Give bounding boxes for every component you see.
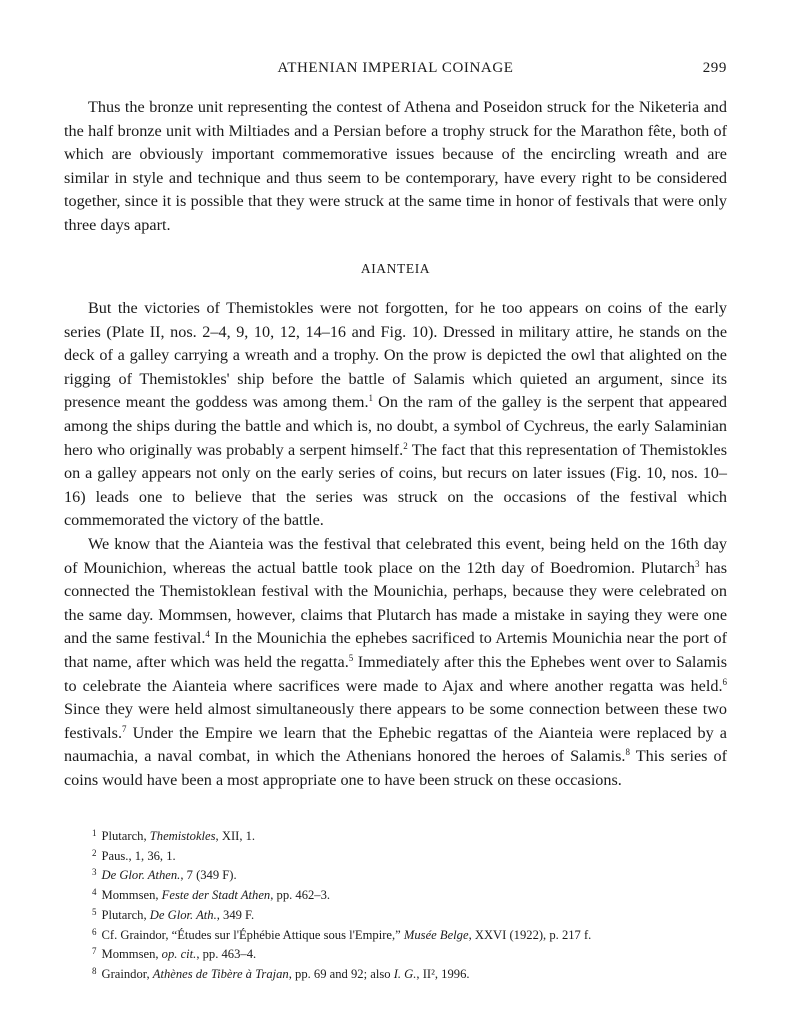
- footnote-text: Plutarch,: [101, 829, 150, 843]
- footnote-italic: Musée Belge: [403, 927, 469, 942]
- footnote-ref: 6: [722, 676, 727, 687]
- footnote-8: [92, 963, 742, 983]
- footnote-italic: op. cit.: [161, 947, 197, 962]
- running-title: ATHENIAN IMPERIAL COINAGE: [277, 60, 514, 76]
- footnote-italic: I. G.: [393, 966, 417, 981]
- footnote-text: Paus., 1, 36, 1.: [101, 848, 176, 863]
- footnote-ref: 8: [625, 747, 630, 758]
- footnotes: [92, 825, 742, 983]
- footnote-text: , XXVI (1922), p. 217 f.: [468, 927, 592, 942]
- footnote-6: [92, 924, 742, 944]
- footnote-text: , II², 1996.: [416, 966, 470, 981]
- footnote-5: [92, 904, 742, 924]
- footnote-text: , 7 (349 F).: [180, 868, 237, 883]
- footnote-number: 1: [92, 828, 97, 838]
- paragraph-2: [64, 297, 727, 533]
- footnote-7: [92, 943, 742, 963]
- footnote-text: , XII, 1.: [215, 829, 256, 843]
- footnote-number: 5: [92, 906, 97, 917]
- paragraph-text: Immediately after this the Ephebes went over to Salamis to celebrate the Aianteia where sacrifices were made to Ajax and where another regatta was held.: [64, 652, 728, 695]
- paragraph-text: Since they were held almost simultaneously there appears to be some connection between these two festivals.: [64, 700, 727, 742]
- page-header: [64, 60, 727, 82]
- footnote-text: , pp. 463–4.: [196, 947, 257, 962]
- section-heading: AIANTEIA: [360, 261, 431, 276]
- footnote-italic: Feste der Stadt Athen: [161, 888, 271, 903]
- footnote-2: [92, 845, 742, 865]
- footnote-text: , pp. 69 and 92; also: [288, 966, 394, 981]
- paragraph-1: Thus the bronze unit representing the contest of Athena and Poseidon struck for the Niketeria and the half bronze unit with Miltiades and a Persian before a trophy struck for the Marathon fête, both of which are obviously important commemorative issues because of the encircling wreath and are similar in style and technique and thus seem to be contemporary, have every right to be considered together, since it is possible that they were struck at the same time in honor of festivals that were only three days apart.: [64, 98, 727, 234]
- footnote-italic: De Glor. Athen.: [101, 868, 181, 883]
- footnote-ref: 1: [368, 393, 374, 404]
- footnote-italic: Themistokles: [149, 829, 216, 843]
- paragraph-text: On the ram of the galley is the serpent that appeared among the ships during the battle and which is, no doubt, a symbol of Cychreus, the early Salaminian hero who originally was probably a serpent himself.: [64, 393, 727, 459]
- paragraph-text: We know that the Aianteia was the festival that celebrated this event, being held on the 16th day of Mounichion, whereas the actual battle took place on the 12th day of Boedromion. Plutarch: [64, 535, 727, 577]
- footnote-text: Plutarch,: [101, 907, 150, 922]
- footnote-number: 2: [92, 847, 97, 858]
- footnote-ref: 3: [694, 558, 700, 569]
- footnote-ref: 4: [205, 629, 210, 640]
- footnote-text: Graindor,: [101, 966, 153, 981]
- paragraph-3: [64, 533, 727, 793]
- footnote-number: 6: [92, 926, 97, 937]
- paragraph-text: In the Mounichia the ephebes sacrificed to Artemis Mounichia near the port of that name, after which was held the regatta.: [64, 629, 727, 671]
- footnote-italic: Athènes de Tibère à Trajan: [152, 966, 289, 981]
- footnote-italic: De Glor. Ath.: [149, 907, 217, 922]
- footnote-text: Mommsen,: [101, 888, 162, 903]
- footnote-text: Mommsen,: [101, 947, 162, 962]
- footnote-number: 4: [92, 887, 97, 898]
- footnote-text: Cf. Graindor, “Études sur l'Éphébie Attique sous l'Empire,”: [101, 927, 404, 942]
- footnote-4: [92, 884, 742, 904]
- footnote-text: , pp. 462–3.: [270, 888, 331, 903]
- footnote-1: [92, 825, 742, 845]
- footnote-ref: 5: [348, 652, 354, 663]
- footnote-3: [92, 864, 742, 884]
- footnote-number: 8: [92, 965, 97, 976]
- paragraph-text: This series of coins would have been a most appropriate one to have been struck on these occasions.: [64, 747, 727, 789]
- paragraph-text: The fact that this representation of Themistokles on a galley appears not only on the early series of coins, but recurs on later issues (Fig. 10, nos. 10–16) leads one to believe that the series was struck on the occasions of the festival which commemorated the victory of the battle.: [64, 440, 727, 530]
- footnote-ref: 7: [122, 723, 127, 734]
- footnote-number: 7: [92, 946, 97, 957]
- paragraph-text: has connected the Themistoklean festival with the Mounichia, perhaps, because they were celebrated on the same day. Mommsen, however, claims that Plutarch has made a mistake in saying they were one and the same festival.: [64, 558, 728, 648]
- paragraph-text: But the victories of Themistokles were not forgotten, for he too appears on coins of the early series (Plate II, nos. 2–4, 9, 10, 12, 14–16 and Fig. 10). Dressed in military attire, he stands on the deck of a galley carrying a wreath and a trophy. On the prow is depicted the owl that alighted on the rigging of Themistokles' ship before the battle of Salamis which quieted an argument, since its presence meant the goddess was among them.: [64, 299, 727, 412]
- footnote-ref: 2: [403, 440, 408, 451]
- paragraph-text: Under the Empire we learn that the Ephebic regattas of the Aianteia were replaced by a naumachia, a naval combat, in which the Athenians honored the heroes of Salamis.: [64, 723, 727, 766]
- page-number: 299: [702, 60, 727, 76]
- footnote-number: 3: [92, 867, 97, 878]
- footnote-text: , 349 F.: [216, 907, 255, 922]
